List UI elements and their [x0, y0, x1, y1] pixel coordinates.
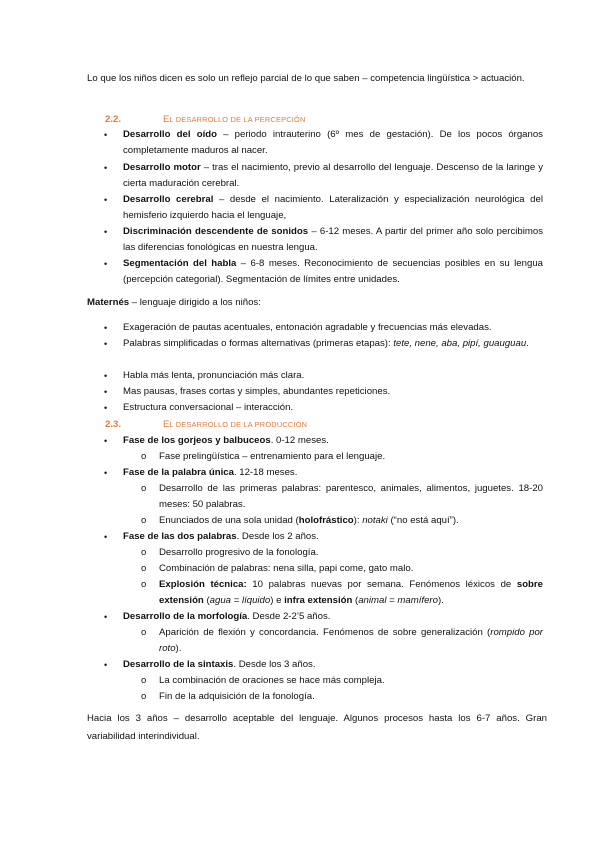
item-example: animal = mamífero — [358, 595, 438, 606]
bullet-icon: • — [104, 371, 108, 381]
section-title: L DESARROLLO DE LA PERCEPCIÓN — [169, 115, 306, 124]
item-text: Palabras simplificadas o formas alternativas (primeras etapas): — [123, 338, 394, 349]
circle-bullet-icon: o — [141, 483, 147, 494]
section-title-initial: E — [163, 419, 170, 430]
item-text: La combinación de oraciones se hace más compleja. — [159, 675, 385, 686]
list-item — [104, 657, 543, 673]
section-heading-produccion — [105, 418, 307, 432]
item-end: . — [526, 338, 529, 349]
section-number: 2.3. — [105, 419, 122, 430]
item-text: Fase prelingüística – entrenamiento para el lenguaje. — [159, 451, 386, 462]
circle-bullet-icon: o — [141, 547, 147, 558]
item-text: Aparición de flexión y concordancia. Fenómenos de sobre generalización ( — [159, 627, 491, 638]
list-item — [104, 368, 543, 384]
list-item — [104, 192, 543, 224]
item-term: Discriminación descendente de sonidos — [123, 226, 309, 237]
bullet-icon: • — [104, 468, 108, 478]
circle-bullet-icon: o — [141, 627, 147, 638]
list-item — [104, 465, 543, 481]
bullet-icon: • — [104, 403, 108, 413]
sub-list-item — [141, 561, 543, 577]
list-item — [104, 127, 543, 159]
item-text: Mas pausas, frases cortas y simples, abundantes repeticiones. — [123, 386, 391, 397]
item-text: ): — [353, 515, 363, 526]
item-example: rompido por roto — [159, 627, 543, 654]
list-item — [104, 160, 543, 192]
section-heading-percepcion — [105, 113, 306, 127]
item-text: Habla más lenta, pronunciación más clara. — [123, 370, 305, 381]
bullet-icon: • — [104, 130, 108, 140]
sub-list-item — [141, 689, 543, 705]
item-text: – 6-12 meses. A partir del primer año solo percibimos las diferencias fonológicas en nuestra lengua. — [123, 226, 543, 253]
intro-paragraph: Lo que los niños dicen es solo un reflejo parcial de lo que saben – competencia lingüística > actuación. — [87, 73, 525, 84]
item-term: Desarrollo del oído — [123, 129, 217, 140]
circle-bullet-icon: o — [141, 691, 147, 702]
sub-list-item — [141, 513, 543, 529]
item-text: ( — [203, 595, 210, 606]
item-term: Desarrollo motor — [123, 162, 201, 173]
item-text: – desde el nacimiento. Lateralización y especialización neurológica del hemisferio izquierdo hacia el lenguaje, — [123, 194, 543, 221]
section-number: 2.2. — [105, 114, 122, 125]
list-item — [104, 400, 543, 416]
bullet-icon: • — [104, 227, 108, 237]
sub-list-item — [141, 545, 543, 561]
bullet-icon: • — [104, 387, 108, 397]
item-text: ). — [437, 595, 444, 606]
bullet-icon: • — [104, 323, 108, 333]
list-item — [104, 384, 543, 400]
section-title: L DESARROLLO DE LA PRODUCCIÓN — [169, 420, 308, 429]
list-item — [104, 224, 543, 256]
item-term: Desarrollo de la morfología — [123, 611, 248, 622]
item-example: notaki — [362, 515, 388, 526]
list-item — [104, 433, 543, 449]
item-text: ( — [352, 595, 359, 606]
bullet-icon: • — [104, 660, 108, 670]
item-term: infra extensión — [284, 595, 353, 606]
item-term: Explosión técnica: — [159, 579, 247, 590]
item-term: Fase de los gorjeos y balbuceos — [123, 435, 271, 446]
maternes-text: – lenguaje dirigido a los niños: — [129, 297, 261, 308]
item-text: Estructura conversacional – interacción. — [123, 402, 294, 413]
item-term: Segmentación del habla — [123, 258, 237, 269]
item-text: Combinación de palabras: nena silla, papi come, gato malo. — [159, 563, 414, 574]
bullet-icon: • — [104, 259, 108, 269]
item-text: ). — [175, 643, 182, 654]
bullet-icon: • — [104, 339, 108, 349]
sub-list-item — [141, 625, 543, 657]
item-text: Enunciados de una sola unidad ( — [159, 515, 299, 526]
item-term: Desarrollo de la sintaxis — [123, 659, 234, 670]
section-title-initial: E — [163, 114, 170, 125]
list-item — [104, 320, 543, 336]
list-item — [104, 529, 543, 545]
item-text: Desarrollo progresivo de la fonología. — [159, 547, 319, 558]
bullet-icon: • — [104, 436, 108, 446]
item-term: holofrástico — [298, 515, 354, 526]
circle-bullet-icon: o — [141, 451, 147, 462]
circle-bullet-icon: o — [141, 563, 147, 574]
item-term: Fase de las dos palabras — [123, 531, 237, 542]
item-example: agua = líquido — [209, 595, 271, 606]
item-text: (“no está aquí”). — [387, 515, 459, 526]
item-term: Desarrollo cerebral — [123, 194, 214, 205]
item-text: 10 palabras nuevas por semana. Fenómenos léxicos de — [246, 579, 517, 590]
sub-list-item — [141, 673, 543, 689]
item-text: ) e — [270, 595, 285, 606]
item-text: – tras el nacimiento, previo al desarrollo del lenguaje. Descenso de la laringe y cierta maduración cerebral. — [123, 162, 543, 189]
item-text: . 12-18 meses. — [233, 467, 298, 478]
closing-paragraph: Hacia los 3 años – desarrollo aceptable del lenguaje. Algunos procesos hasta los 6-7 años. Gran variabilidad interindividual. — [87, 713, 547, 742]
item-text: – 6-8 meses. Reconocimiento de secuencias posibles en su lengua (percepción categorial). Segmentación de límites entre unidades. — [123, 258, 543, 285]
list-item — [104, 336, 543, 352]
item-text: . Desde 2-2’5 años. — [247, 611, 331, 622]
sub-list-item — [141, 449, 543, 465]
circle-bullet-icon: o — [141, 579, 147, 590]
item-text: Desarrollo de las primeras palabras: parentesco, animales, alimentos, juguetes. 18-20 meses: 50 palabras. — [159, 483, 543, 510]
sub-list-item — [141, 481, 543, 513]
item-text: . 0-12 meses. — [270, 435, 329, 446]
bullet-icon: • — [104, 532, 108, 542]
item-text: Exageración de pautas acentuales, entonación agradable y frecuencias más elevadas. — [123, 322, 492, 333]
sub-list-item — [141, 577, 543, 609]
item-text: . Desde los 3 años. — [233, 659, 316, 670]
maternes-term: Maternés — [87, 297, 130, 308]
circle-bullet-icon: o — [141, 515, 147, 526]
maternes-paragraph — [87, 294, 547, 312]
list-item — [104, 256, 543, 288]
item-term: sobre extensión — [159, 579, 543, 606]
item-text: . Desde los 2 años. — [236, 531, 319, 542]
item-term: Fase de la palabra única — [123, 467, 234, 478]
bullet-icon: • — [104, 163, 108, 173]
bullet-icon: • — [104, 195, 108, 205]
item-text: Fin de la adquisición de la fonología. — [159, 691, 315, 702]
item-examples: tete, nene, aba, pipí, guauguau — [393, 338, 527, 349]
list-item — [104, 609, 543, 625]
bullet-icon: • — [104, 612, 108, 622]
circle-bullet-icon: o — [141, 675, 147, 686]
item-text: – periodo intrauterino (6º mes de gestación). De los pocos órganos completamente maduros al nacer. — [123, 129, 543, 156]
